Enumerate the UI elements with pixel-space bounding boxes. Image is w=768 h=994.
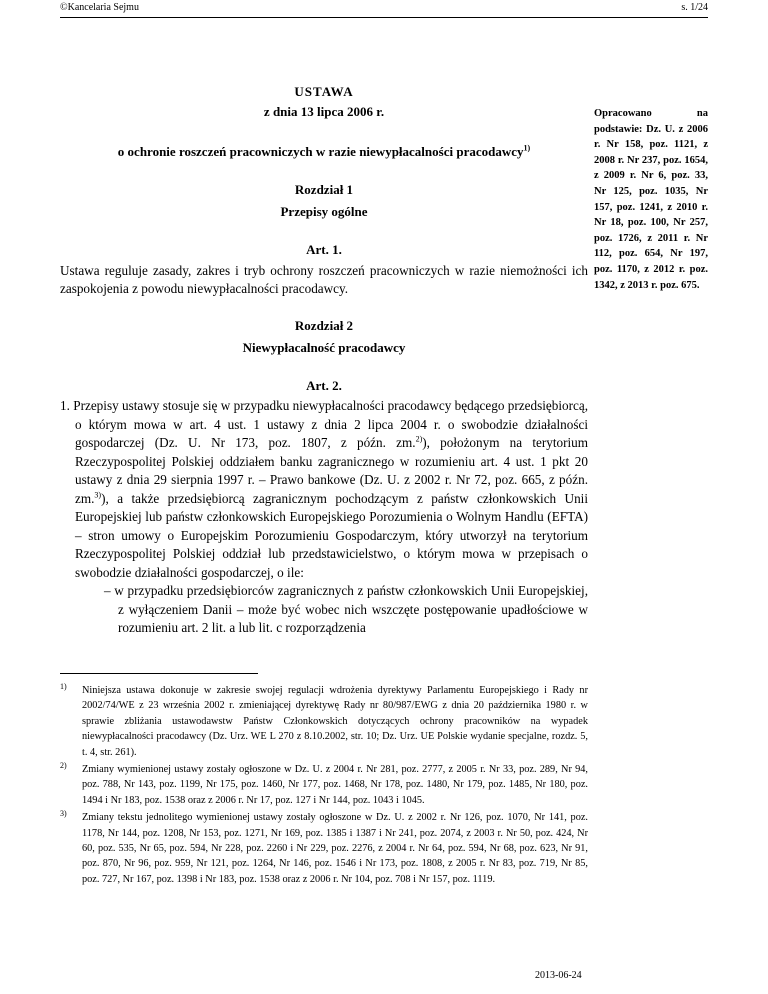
footnote-1	[60, 683, 588, 760]
article-2-p1-part3: ), a także przedsiębiorcą zagranicznym pochodzącym z państw członkowskich Unii Europejskiej lub państw członkowskich Europejskiego Porozumienia o Wolnym Handlu (EFTA) – stron umowy o Europejskim Porozumieniu Gospodarczym, który utworzył na terytorium Rzeczypospolitej Polskiej oddział lub przedstawicielstwo, o którym mowa w przepisach o swobodzie działalności gospodarczej, o ile:	[75, 490, 588, 580]
header-source: ©Kancelaria Sejmu	[60, 2, 139, 13]
header-divider	[60, 17, 708, 18]
article-1-text: Ustawa reguluje zasady, zakres i tryb ochrony roszczeń pracowniczych w razie niemożności ich zaspokojenia z powodu niewypłacalności pracodawcy.	[60, 263, 588, 296]
article-2-paragraph-1	[60, 397, 588, 582]
article-2-label: Art. 2.	[306, 378, 342, 393]
article-2-p1-part1: 1. Przepisy ustawy stosuje się w przypadku niewypłacalności pracodawcy będącego przedsiębiorcą, o którym mowa w art. 4 ust. 1 ustawy z dnia 2 lipca 2004 r. o swobodzie działalności gospodarczej (Dz. U. Nr 173, poz. 1807, z późn. zm.	[60, 398, 588, 450]
chapter-2-label: Rozdział 2	[294, 318, 354, 333]
footnote-3	[60, 810, 588, 887]
footnote-1-text: Niniejsza ustawa dokonuje w zakresie swojej regulacji wdrożenia dyrektywy Parlamentu Europejskiego i Rady nr 2002/74/WE z 23 września 2002 r. zmieniającej dyrektywę Rady nr 80/987/EWG z dnia 20 października 1980 r. w sprawie zbliżania ustawodawstw Państw Członkowskich dotyczących ochrony pracowników na wypadek niewypłacalności pracodawcy (Dz. Urz. WE L 270 z 8.10.2002, str. 10; Dz. Urz. UE Polskie wydanie specjalne, rozdz. 5, t. 4, str. 261).	[82, 685, 588, 758]
footnote-ref-3[interactable]: 3)	[94, 490, 102, 500]
footnote-3-text: Zmiany tekstu jednolitego wymienionej ustawy zostały ogłoszone w Dz. U. z 2002 r. Nr 126, poz. 1070, Nr 141, poz. 1178, Nr 144, poz. 1208, Nr 153, poz. 1271, Nr 169, poz. 1385 i 1387 i Nr 241, poz. 2074, z 2003 r. Nr 50, poz. 424, Nr 60, poz. 535, Nr 65, poz. 594, Nr 228, poz. 2260 i Nr 229, poz. 2276, z 2004 r. Nr 64, poz. 594, Nr 68, poz. 623, Nr 91, poz. 870, Nr 96, poz. 959, Nr 121, poz. 1264, Nr 146, poz. 1546 i Nr 173, poz. 1808, z 2005 r. Nr 83, poz. 719, Nr 85, poz. 727, Nr 167, poz. 1398 i Nr 183, poz. 1538 oraz z 2006 r. Nr 104, poz. 708 i Nr 157, poz. 1119.	[82, 812, 588, 885]
footnote-ref-1[interactable]: 1)	[523, 143, 531, 153]
article-2-text	[60, 397, 588, 638]
chapter-1-title: Przepisy ogólne	[280, 204, 368, 219]
footnote-divider	[60, 673, 258, 674]
footnote-2-text: Zmiany wymienionej ustawy zostały ogłoszone w Dz. U. z 2004 r. Nr 281, poz. 2777, z 2005 r. Nr 33, poz. 289, Nr 94, poz. 788, Nr 143, poz. 1199, Nr 175, poz. 1460, Nr 177, poz. 1468, Nr 178, poz. 1480, Nr 179, poz. 1485, Nr 180, poz. 1494 i Nr 183, poz. 1538 oraz z 2006 r. Nr 17, poz. 127 i Nr 144, poz. 1043 i 1045.	[82, 764, 588, 806]
footnotes	[60, 683, 588, 889]
footnote-ref-2[interactable]: 2)	[415, 434, 423, 444]
article-2-p1-part2: ), położonym na terytorium Rzeczypospolitej Polskiej oddziałem banku zagranicznego w rozumieniu art. 4 ust. 1 pkt 20 ustawy z dnia 29 sierpnia 1997 r. – Prawo bankowe (Dz. U. z 2002 r. Nr 72, poz. 665, z późn. zm.	[75, 435, 589, 506]
chapter-2-title: Niewypłacalność pracodawcy	[242, 340, 406, 355]
footnote-2	[60, 762, 588, 808]
chapter-1-label: Rozdział 1	[294, 182, 354, 197]
page-number: s. 1/24	[681, 2, 708, 13]
article-1-label: Art. 1.	[306, 242, 342, 257]
source-note: Opracowano na podstawie: Dz. U. z 2006 r. Nr 158, poz. 1121, z 2008 r. Nr 237, poz. 1654, z 2009 r. Nr 6, poz. 33, Nr 125, poz. 1035, Nr 157, poz. 1241, z 2010 r. Nr 18, poz. 100, Nr 257, poz. 1726, z 2011 r. Nr 112, poz. 654, Nr 197, poz. 1170, z 2012 r. poz. 1342, z 2013 r. poz. 675.	[594, 108, 708, 291]
footer-date: 2013-06-24	[535, 970, 582, 981]
act-subject-text: o ochronie roszczeń pracowniczych w razie niewypłacalności pracodawcy	[117, 144, 524, 159]
article-2-dash-item: – w przypadku przedsiębiorców zagranicznych z państw członkowskich Unii Europejskiej, z wyłączeniem Danii – może być wobec nich wszczęte postępowanie upadłościowe w rozumieniu art. 2 lit. a lub lit. c rozporządzenia	[104, 583, 588, 635]
act-subject	[60, 144, 588, 160]
footnote-3-number: 3)	[60, 809, 67, 819]
act-type: USTAWA	[294, 84, 354, 99]
footnote-2-number: 2)	[60, 761, 67, 771]
act-date: z dnia 13 lipca 2006 r.	[263, 104, 385, 119]
footnote-1-number: 1)	[60, 682, 67, 691]
